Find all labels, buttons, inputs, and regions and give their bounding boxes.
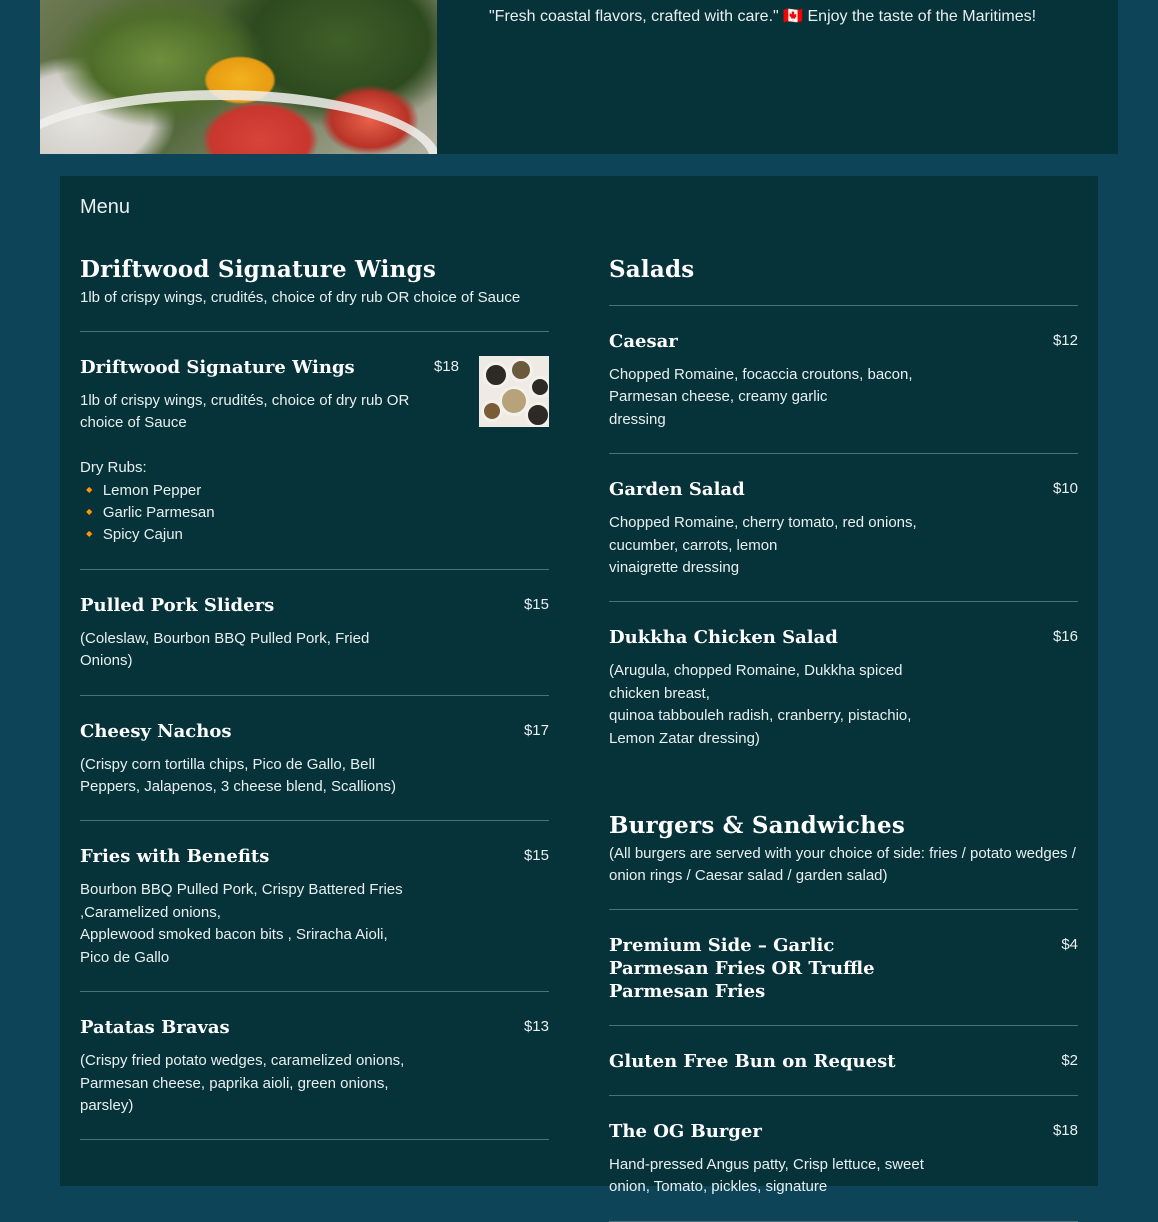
item-description: 1lb of crispy wings, crudités, choice of dry rub OR choice of Sauce Dry Rubs: 🔸 Lemon Pepper 🔸 Garlic Parmesan 🔸 Spicy Cajun <box>80 392 410 544</box>
hero-banner <box>40 0 1118 154</box>
item-price: $16 <box>1052 628 1078 646</box>
item-description: Hand-pressed Angus patty, Crisp lettuce, sweet onion, Tomato, pickles, signature <box>609 1156 924 1196</box>
item-description: (Arugula, chopped Romaine, Dukkha spiced chicken breast, quinoa tabbouleh radish, cranberry, pistachio, Lemon Zatar dressing) <box>609 662 912 747</box>
item-price: $10 <box>1052 480 1078 498</box>
item-name: Fries with Benefits <box>80 846 270 868</box>
item-price: $4 <box>1061 936 1078 954</box>
item-price: $2 <box>1061 1052 1078 1070</box>
menu-panel <box>60 176 1098 1196</box>
item-price: $12 <box>1052 332 1078 349</box>
section-header-wings <box>80 256 549 332</box>
item-name: Driftwood Signature Wings <box>80 357 355 378</box>
item-description: (Crispy fried potato wedges, caramelized onions, Parmesan cheese, paprika aioli, green onions, parsley) <box>80 1052 405 1114</box>
item-description: Bourbon BBQ Pulled Pork, Crispy Battered Fries ,Caramelized onions, Applewood smoked bacon bits , Sriracha Aioli, Pico de Gallo <box>80 881 403 966</box>
plate-rim <box>40 90 437 154</box>
menu-column-left <box>80 256 549 1140</box>
item-name: Caesar <box>609 331 678 352</box>
menu-item[interactable] <box>609 1096 1078 1222</box>
item-name: Patatas Bravas <box>80 1017 230 1039</box>
menu-item[interactable] <box>609 306 1078 454</box>
item-description: (Coleslaw, Bourbon BBQ Pulled Pork, Fried Onions) <box>80 629 370 670</box>
item-name: Premium Side – Garlic Parmesan Fries OR Truffle Parmesan Fries <box>609 935 875 1003</box>
menu-item[interactable] <box>609 454 1078 602</box>
menu-item[interactable] <box>80 696 549 822</box>
menu-item[interactable] <box>609 602 1078 772</box>
item-price: $15 <box>523 595 549 613</box>
item-name: Pulled Pork Sliders <box>80 594 275 616</box>
item-price: $13 <box>523 1018 549 1036</box>
item-image[interactable] <box>479 356 549 427</box>
item-description: Chopped Romaine, cherry tomato, red onions, cucumber, carrots, lemon vinaigrette dressing <box>609 514 917 577</box>
section-header-burgers <box>609 812 1078 910</box>
section-title: Driftwood Signature Wings <box>80 256 436 283</box>
item-description: Chopped Romaine, focaccia croutons, bacon, Parmesan cheese, creamy garlic dressing <box>609 366 913 428</box>
section-title: Salads <box>609 256 695 283</box>
item-price: $17 <box>523 721 549 739</box>
item-name: Garden Salad <box>609 479 745 501</box>
item-price: $18 <box>1052 1122 1078 1140</box>
section-description: 1lb of crispy wings, crudités, choice of dry rub OR choice of Sauce <box>80 289 521 306</box>
item-name: The OG Burger <box>609 1121 762 1143</box>
section-description: (All burgers are served with your choice of side: fries / potato wedges / onion rings / Caesar salad / garden salad) <box>609 845 1076 885</box>
menu-item[interactable] <box>80 821 549 992</box>
item-price: $15 <box>523 847 549 865</box>
section-spacer <box>609 772 1078 812</box>
item-description: (Crispy corn tortilla chips, Pico de Gallo, Bell Peppers, Jalapenos, 3 cheese blend, Scallions) <box>80 755 397 796</box>
menu-item[interactable] <box>80 992 549 1140</box>
item-name: Dukkha Chicken Salad <box>609 627 838 649</box>
section-title: Burgers & Sandwiches <box>609 812 906 840</box>
item-name: Cheesy Nachos <box>80 720 232 742</box>
menu-item[interactable] <box>609 1026 1078 1096</box>
section-header-salads <box>609 256 1078 306</box>
item-name: Gluten Free Bun on Request <box>609 1051 896 1073</box>
item-price: $18 <box>433 358 459 375</box>
menu-column-right <box>609 256 1078 1222</box>
menu-item[interactable] <box>609 910 1078 1026</box>
hero-quote: "Fresh coastal flavors, crafted with care." 🇨🇦 Enjoy the taste of the Maritimes! <box>489 8 1037 25</box>
menu-item[interactable] <box>80 570 549 696</box>
salad-photo <box>40 0 437 154</box>
menu-title: Menu <box>80 196 131 218</box>
menu-item[interactable] <box>80 332 549 570</box>
